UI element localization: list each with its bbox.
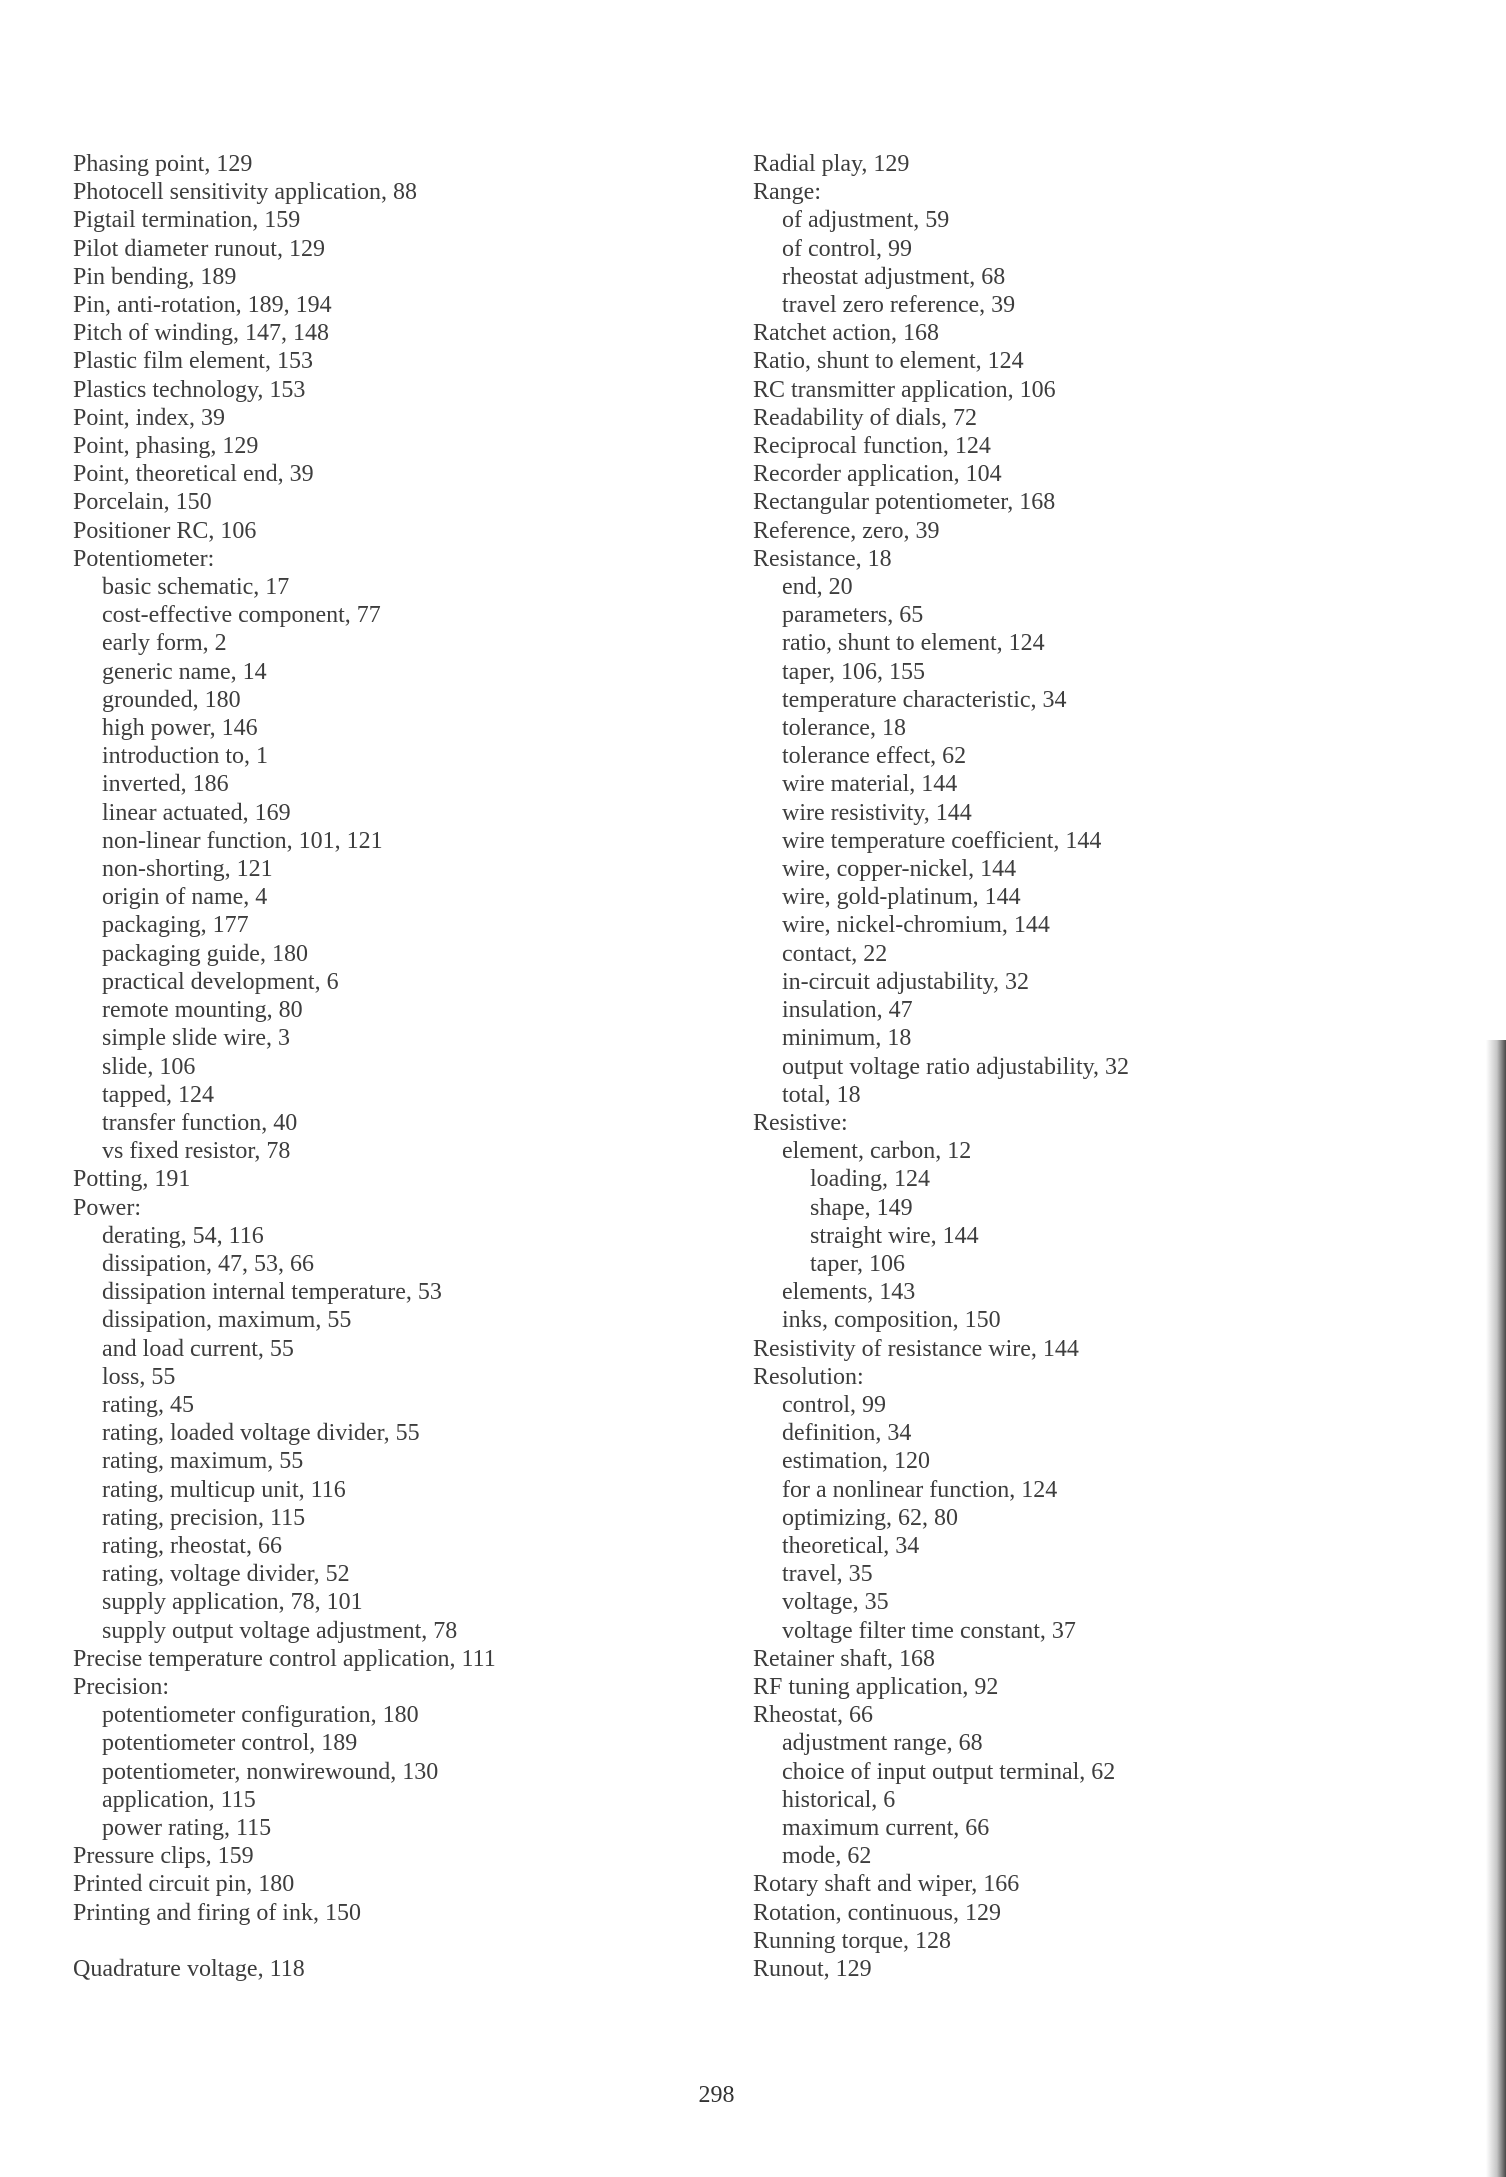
- index-entry: Power:: [73, 1194, 141, 1221]
- index-subentry: elements, 143: [782, 1279, 916, 1306]
- index-subentry: temperature characteristic, 34: [782, 686, 1067, 713]
- index-subentry: rating, loaded voltage divider, 55: [102, 1420, 420, 1447]
- index-subentry: cost-effective component, 77: [102, 602, 381, 629]
- index-subentry: packaging, 177: [102, 912, 249, 939]
- index-subentry: control, 99: [782, 1391, 886, 1418]
- index-subentry: element, carbon, 12: [782, 1138, 972, 1165]
- index-entry: Point, index, 39: [73, 404, 226, 431]
- index-subentry: potentiometer, nonwirewound, 130: [102, 1758, 439, 1785]
- index-entry: Ratchet action, 168: [753, 320, 939, 347]
- index-entry: Retainer shaft, 168: [753, 1645, 935, 1672]
- index-subentry: vs fixed resistor, 78: [102, 1138, 291, 1165]
- index-subentry: maximum current, 66: [782, 1814, 990, 1841]
- index-entry: Printing and firing of ink, 150: [73, 1899, 361, 1926]
- index-column-right: [753, 150, 1473, 1983]
- index-subentry: historical, 6: [782, 1786, 896, 1813]
- index-subentry: and load current, 55: [102, 1335, 294, 1362]
- index-entry: Potting, 191: [73, 1166, 191, 1193]
- index-subentry: end, 20: [782, 574, 853, 601]
- index-entry: Printed circuit pin, 180: [73, 1871, 295, 1898]
- index-subentry: wire, nickel-chromium, 144: [782, 912, 1050, 939]
- index-subentry: shape, 149: [810, 1194, 913, 1221]
- index-subentry: non-shorting, 121: [102, 856, 273, 883]
- index-entry: RF tuning application, 92: [753, 1673, 999, 1700]
- index-subentry: travel, 35: [782, 1561, 873, 1588]
- index-entry: Rotation, continuous, 129: [753, 1899, 1001, 1926]
- index-subentry: slide, 106: [102, 1053, 196, 1080]
- index-subentry: transfer function, 40: [102, 1109, 298, 1136]
- index-subentry: output voltage ratio adjustability, 32: [782, 1053, 1130, 1080]
- index-entry: Photocell sensitivity application, 88: [73, 179, 417, 206]
- index-subentry: loss, 55: [102, 1363, 176, 1390]
- index-entry: Precision:: [73, 1673, 169, 1700]
- index-subentry: adjustment range, 68: [782, 1730, 983, 1757]
- index-subentry: linear actuated, 169: [102, 799, 291, 826]
- index-subentry: insulation, 47: [782, 997, 913, 1024]
- index-entry: Porcelain, 150: [73, 489, 212, 516]
- page-edge-shadow: [1486, 1040, 1506, 2177]
- index-entry: Plastics technology, 153: [73, 376, 306, 403]
- index-entry: Precise temperature control application, 111: [73, 1645, 496, 1672]
- index-subentry: choice of input output terminal, 62: [782, 1758, 1116, 1785]
- index-subentry: rating, precision, 115: [102, 1504, 306, 1531]
- index-entry: Positioner RC, 106: [73, 517, 257, 544]
- index-column-left: [73, 150, 673, 1983]
- index-subentry: origin of name, 4: [102, 884, 268, 911]
- index-entry: Recorder application, 104: [753, 461, 1002, 488]
- index-subentry: loading, 124: [810, 1166, 930, 1193]
- index-entry: Readability of dials, 72: [753, 404, 977, 431]
- index-entry: Point, phasing, 129: [73, 433, 259, 460]
- index-subentry: potentiometer control, 189: [102, 1730, 358, 1757]
- index-entry: Point, theoretical end, 39: [73, 461, 314, 488]
- index-subentry: ratio, shunt to element, 124: [782, 630, 1045, 657]
- index-subentry: grounded, 180: [102, 686, 241, 713]
- index-subentry: tolerance, 18: [782, 715, 906, 742]
- index-subentry: contact, 22: [782, 940, 888, 967]
- index-subentry: inverted, 186: [102, 771, 229, 798]
- index-subentry: wire, gold-platinum, 144: [782, 884, 1021, 911]
- index-subentry: remote mounting, 80: [102, 997, 303, 1024]
- index-subentry: high power, 146: [102, 715, 258, 742]
- page-number: 298: [698, 2082, 735, 2108]
- index-entry: Resistive:: [753, 1109, 848, 1136]
- index-subentry: wire material, 144: [782, 771, 958, 798]
- index-subentry: wire, copper-nickel, 144: [782, 856, 1017, 883]
- index-subentry: taper, 106, 155: [782, 658, 926, 685]
- index-subentry: potentiometer configuration, 180: [102, 1702, 419, 1729]
- index-subentry: tolerance effect, 62: [782, 743, 967, 770]
- index-subentry: dissipation internal temperature, 53: [102, 1279, 442, 1306]
- index-entry: Runout, 129: [753, 1956, 872, 1982]
- index-subentry: for a nonlinear function, 124: [782, 1476, 1058, 1503]
- index-subentry: definition, 34: [782, 1420, 912, 1447]
- index-entry: Resistance, 18: [753, 545, 892, 572]
- index-subentry: inks, composition, 150: [782, 1307, 1001, 1334]
- index-entry: Pressure clips, 159: [73, 1843, 254, 1870]
- index-entry: Ratio, shunt to element, 124: [753, 348, 1024, 375]
- index-subentry: travel zero reference, 39: [782, 292, 1016, 319]
- index-subentry: power rating, 115: [102, 1814, 272, 1841]
- index-entry: Reference, zero, 39: [753, 517, 940, 544]
- index-entry: Pin bending, 189: [73, 263, 237, 290]
- index-subentry: estimation, 120: [782, 1448, 930, 1475]
- index-spacer: [73, 1927, 673, 1955]
- index-subentry: voltage filter time constant, 37: [782, 1617, 1076, 1644]
- index-entry: Radial play, 129: [753, 151, 910, 177]
- index-subentry: rating, voltage divider, 52: [102, 1561, 350, 1588]
- index-entry: Rectangular potentiometer, 168: [753, 489, 1056, 516]
- index-subentry: supply application, 78, 101: [102, 1589, 363, 1616]
- index-entry: Rotary shaft and wiper, 166: [753, 1871, 1020, 1898]
- index-subentry: introduction to, 1: [102, 743, 268, 770]
- index-subentry: simple slide wire, 3: [102, 1025, 290, 1052]
- index-subentry: generic name, 14: [102, 658, 267, 685]
- index-entry: Potentiometer:: [73, 545, 215, 572]
- index-subentry: rheostat adjustment, 68: [782, 263, 1006, 290]
- index-entry: Resolution:: [753, 1363, 864, 1390]
- index-subentry: minimum, 18: [782, 1025, 912, 1052]
- index-subentry: dissipation, maximum, 55: [102, 1307, 352, 1334]
- index-entry: Pitch of winding, 147, 148: [73, 320, 329, 347]
- index-subentry: wire temperature coefficient, 144: [782, 827, 1102, 854]
- index-subentry: straight wire, 144: [810, 1222, 979, 1249]
- index-subentry: wire resistivity, 144: [782, 799, 972, 826]
- index-entry: Resistivity of resistance wire, 144: [753, 1335, 1079, 1362]
- index-entry: Pilot diameter runout, 129: [73, 235, 325, 262]
- index-subentry: early form, 2: [102, 630, 227, 657]
- index-subentry: in-circuit adjustability, 32: [782, 968, 1030, 995]
- index-subentry: voltage, 35: [782, 1589, 889, 1616]
- index-subentry: parameters, 65: [782, 602, 924, 629]
- index-subentry: optimizing, 62, 80: [782, 1504, 958, 1531]
- index-subentry: practical development, 6: [102, 968, 339, 995]
- index-subentry: taper, 106: [810, 1250, 906, 1277]
- index-entry: Phasing point, 129: [73, 151, 253, 177]
- index-subentry: packaging guide, 180: [102, 940, 308, 967]
- index-entry: Running torque, 128: [753, 1927, 951, 1954]
- index-subentry: derating, 54, 116: [102, 1222, 264, 1249]
- index-subentry: rating, rheostat, 66: [102, 1532, 282, 1559]
- index-entry: Plastic film element, 153: [73, 348, 313, 375]
- index-subentry: application, 115: [102, 1786, 256, 1813]
- index-subentry: rating, 45: [102, 1391, 194, 1418]
- index-entry: Reciprocal function, 124: [753, 433, 991, 460]
- index-entry: Rheostat, 66: [753, 1702, 873, 1729]
- index-subentry: theoretical, 34: [782, 1532, 920, 1559]
- index-subentry: basic schematic, 17: [102, 574, 290, 601]
- index-subentry: of control, 99: [782, 235, 912, 262]
- index-entry: Quadrature voltage, 118: [73, 1955, 305, 1982]
- index-subentry: tapped, 124: [102, 1081, 214, 1108]
- index-subentry: mode, 62: [782, 1843, 872, 1870]
- index-entry: Pigtail termination, 159: [73, 207, 301, 234]
- index-subentry: dissipation, 47, 53, 66: [102, 1250, 315, 1277]
- index-subentry: of adjustment, 59: [782, 207, 950, 234]
- index-subentry: rating, multicup unit, 116: [102, 1476, 346, 1503]
- index-subentry: non-linear function, 101, 121: [102, 827, 383, 854]
- index-entry: Pin, anti-rotation, 189, 194: [73, 292, 332, 319]
- index-subentry: total, 18: [782, 1081, 861, 1108]
- index-entry: RC transmitter application, 106: [753, 376, 1056, 403]
- index-subentry: supply output voltage adjustment, 78: [102, 1617, 458, 1644]
- index-entry: Range:: [753, 179, 821, 206]
- index-subentry: rating, maximum, 55: [102, 1448, 304, 1475]
